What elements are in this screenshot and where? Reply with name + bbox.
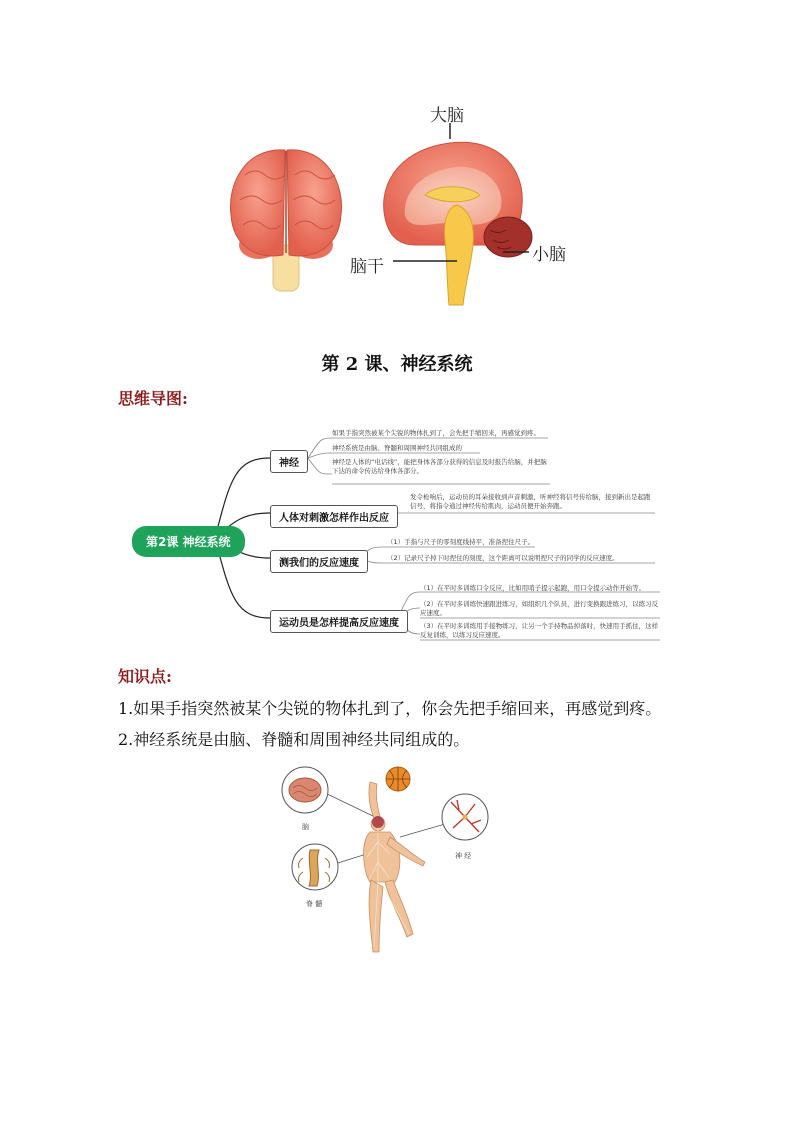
brain-illustration xyxy=(225,95,585,310)
spinal-cord-inset xyxy=(292,844,338,890)
mindmap-leaf: （1）手指与尺子的零刻度线持平，准备捏住尺子。 xyxy=(387,538,535,546)
mindmap-leaf: （1）在平时多训练口令反应，比如用哨子提示起跑，用口令提示动作开始等。 xyxy=(420,584,646,592)
mindmap-heading: 思维导图: xyxy=(118,389,188,408)
lesson-title: 第 2 课、神经系统 xyxy=(321,354,473,375)
nerve-caption: 神 经 xyxy=(455,852,472,860)
nervous-system-illustration xyxy=(275,762,495,962)
mindmap-leaf: （2）在平时多训练快速跟进练习，如组织几个队员，进行变换跟进练习，以练习反应速度。 xyxy=(420,600,659,617)
knowledge-heading: 知识点: xyxy=(118,667,172,686)
mindmap-leaf: （2）记录尺子掉下时捏住的刻度，这个距离可以说明捏尺子的同学的反应速度。 xyxy=(387,554,619,562)
mindmap-branch-reaction: 人体对刺激怎样作出反应 xyxy=(270,505,398,528)
brain-front-view xyxy=(230,150,341,291)
brain-caption: 脑 xyxy=(302,823,309,831)
spinal-cord-caption: 脊 髓 xyxy=(306,900,323,908)
cerebrum-label: 大脑 xyxy=(430,106,464,126)
mindmap-leaf: 神经系统是由脑、脊髓和周围神经共同组成的 xyxy=(332,444,462,452)
nerve-inset xyxy=(442,794,488,840)
mindmap-leaf: （3）在平时多训练用手接物练习，让另一个手持物品掉落时，快速用手抓住，这样反复训练，以练习反应速度。 xyxy=(420,622,659,639)
knowledge-point-1: 1.如果手指突然被某个尖锐的物体扎到了，你会先把手缩回来，再感觉到疼。 xyxy=(118,699,662,718)
human-body-figure xyxy=(364,782,425,952)
mindmap-leaf: 神经是人体的“电话线”，能把身体各部分获得的信息及时报告给脑，并把脑下达的命令传达给身体各部分。 xyxy=(332,458,547,475)
mindmap-branch-speed-test: 测我们的反应速度 xyxy=(270,550,368,573)
brainstem-label: 脑干 xyxy=(350,257,384,277)
cerebellum-label: 小脑 xyxy=(532,245,566,265)
basketball-icon xyxy=(386,767,410,791)
brain-side-view xyxy=(384,123,532,305)
mindmap-branch-nerve: 神经 xyxy=(270,450,308,473)
knowledge-point-2: 2.神经系统是由脑、脊髓和周围神经共同组成的。 xyxy=(118,730,470,749)
mindmap-root: 第2课 神经系统 xyxy=(132,526,245,557)
brain-inset xyxy=(282,767,328,813)
mindmap-branch-athlete: 运动员是怎样提高反应速度 xyxy=(270,610,408,633)
mindmap-leaf: 如果手指突然被某个尖锐的物体扎到了，会先把手缩回来，再感觉到疼。 xyxy=(332,429,540,437)
mindmap-leaf: 发令枪响后，运动员的耳朵接收到声音刺激，听神经将信号传给脑，接到新出是起跑信号，将指令通过神经传给肌肉，运动员便开始奔跑。 xyxy=(410,493,651,510)
